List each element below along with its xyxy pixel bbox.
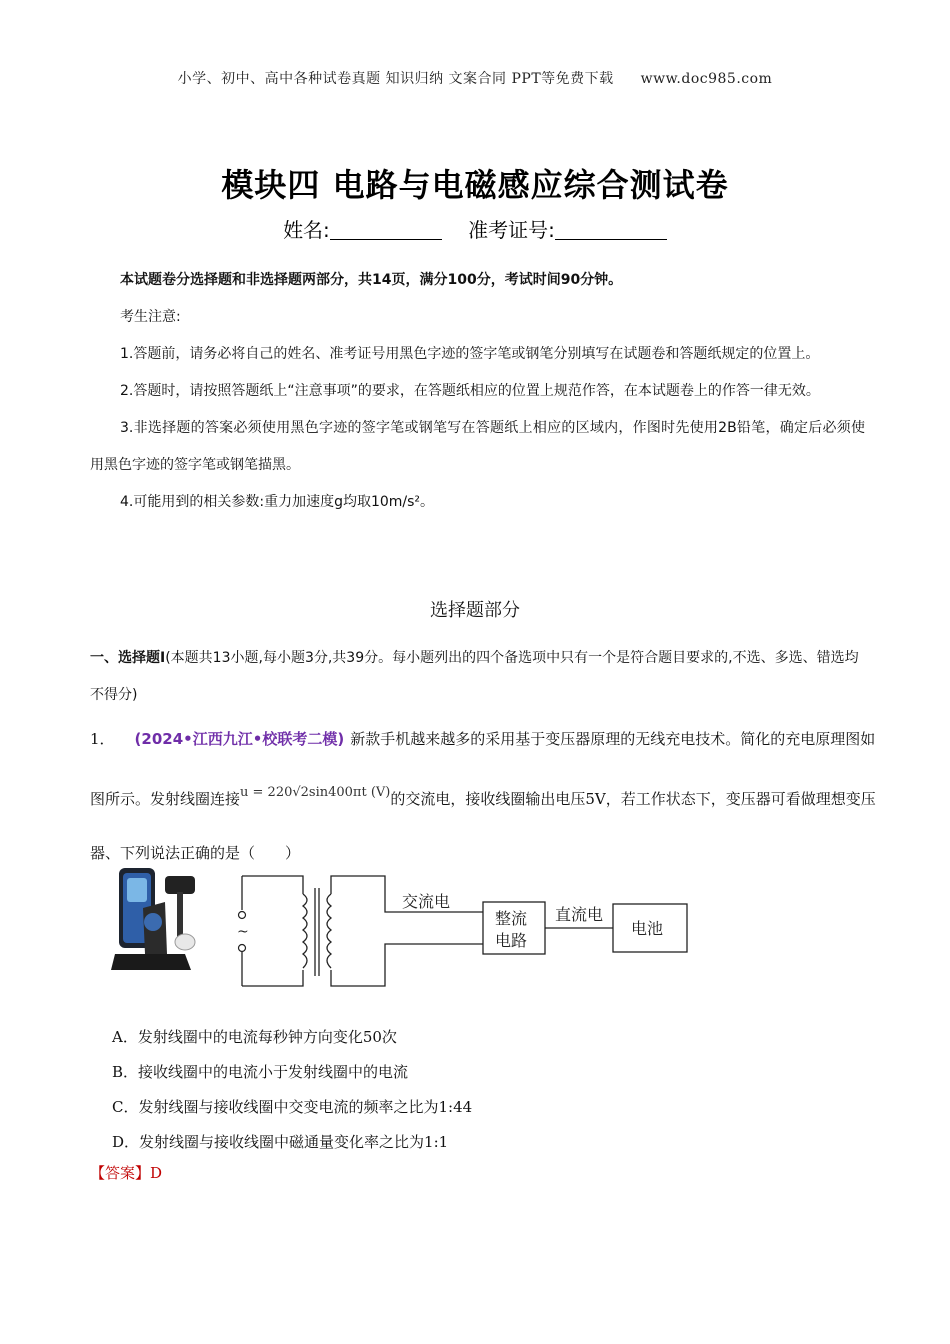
question-1: [90, 712, 880, 880]
part-lead: 一、选择题Ⅰ: [90, 650, 166, 666]
answer-key: 【答案】D: [90, 1164, 163, 1182]
section-title: 选择题部分: [430, 600, 520, 621]
ac-label: 交流电: [402, 892, 451, 911]
voltage-formula: u = 220√2sin400πt (V): [240, 785, 391, 800]
terminal-bottom: [239, 945, 246, 952]
answer-options: [112, 1020, 812, 1160]
rectifier-label-line2: 电路: [495, 931, 528, 950]
notice-item: 1.答题前，请务必将自己的姓名、准考证号用黑色字迹的签字笔或钢笔分别填写在试题卷和答题纸规定的位置上。: [120, 346, 820, 362]
rectifier-label-line1: 整流: [495, 909, 528, 928]
page-title: 模块四 电路与电磁感应综合测试卷: [221, 166, 729, 204]
header-site-link[interactable]: www.doc985.com: [640, 71, 773, 87]
part-heading: [90, 640, 865, 714]
name-label: 姓名:: [283, 218, 330, 242]
notice-item: 2.答题时，请按照答题纸上“注意事项”的要求，在答题纸相应的位置上规范作答，在本试题卷上的作答一律无效。: [120, 383, 820, 399]
page-header: [0, 68, 950, 88]
id-blank[interactable]: [555, 221, 667, 240]
notice-item: 3.非选择题的答案必须使用黑色字迹的签字笔或钢笔写在答题纸上相应的区域内，作图时先使用2B铅笔，确定后必须使用黑色字迹的签字笔或钢笔描黑。: [90, 420, 865, 473]
option-c[interactable]: C．发射线圈与接收线圈中交变电流的频率之比为1:44: [112, 1098, 473, 1116]
question-source: (2024•江西九江•校联考二模): [134, 730, 345, 748]
option-a[interactable]: A．发射线圈中的电流每秒钟方向变化50次: [112, 1028, 397, 1046]
id-label: 准考证号:: [468, 218, 555, 242]
transformer-circuit: [242, 876, 687, 986]
question-text-b: 的交流电，接收线圈输出电压5V，若工作状态下，变压器可看做理想变压器、下列说法正确的是（ ）: [90, 790, 876, 862]
instructions: [90, 262, 865, 521]
ac-source-symbol: ~: [237, 924, 249, 940]
notice-item: 4.可能用到的相关参数:重力加速度g均取10m/s²。: [120, 494, 435, 510]
wireless-charger-image: [111, 868, 195, 970]
header-text: 小学、初中、高中各种试卷真题 知识归纳 文案合同 PPT等免费下载: [177, 71, 614, 87]
option-b[interactable]: B．接收线圈中的电流小于发射线圈中的电流: [112, 1063, 409, 1081]
option-d[interactable]: D．发射线圈与接收线圈中磁通量变化率之比为1:1: [112, 1133, 449, 1151]
dc-label: 直流电: [555, 905, 604, 924]
name-blank[interactable]: [330, 221, 442, 240]
question-number: 1．: [90, 730, 115, 748]
charging-circuit-figure: [105, 862, 695, 992]
battery-label: 电池: [631, 919, 664, 938]
terminal-top: [239, 912, 246, 919]
question-text-a: 新款手机越来越多的采用基于变压器原理的无线充电技术。简化的充电原理图如图所示。发射线圈连接: [90, 730, 876, 808]
intro-summary: 本试题卷分选择题和非选择题两部分，共14页，满分100分，考试时间90分钟。: [120, 272, 623, 288]
notice-title: 考生注意:: [120, 309, 181, 325]
candidate-fields: [0, 214, 950, 243]
part-desc: (本题共13小题,每小题3分,共39分。每小题列出的四个备选项中只有一个是符合题目要求的,不选、多选、错选均不得分): [90, 650, 859, 703]
